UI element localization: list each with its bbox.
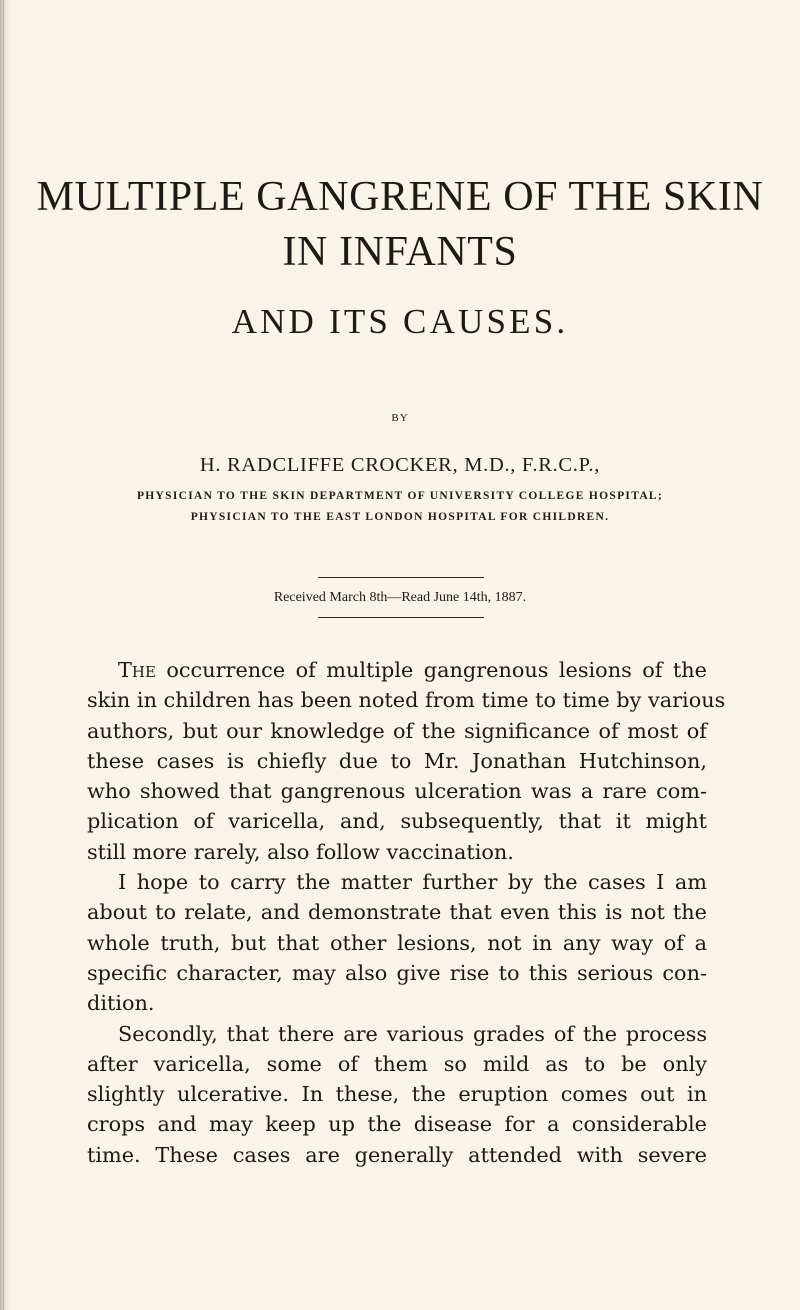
affiliation-1: PHYSICIAN TO THE SKIN DEPARTMENT OF UNIVERSITY COLLEGE HOSPITAL; [136,490,664,502]
body-line: about to relate, and demonstrate that even this is not the [87,900,707,925]
body-line-text: occurrence of multiple gangrenous lesions of the [166,658,707,682]
author-name: H. RADCLIFFE CROCKER, M.D., F.R.C.P., [199,454,601,476]
byline-label: BY [391,412,409,424]
body-line: time. These cases are generally attended with severe [87,1142,707,1167]
subtitle: AND ITS CAUSES. [231,302,569,341]
body-line: I hope to carry the matter further by the cases I am [118,870,707,895]
body-line: after varicella, some of them so mild as to be only [87,1051,707,1076]
affiliation-2: PHYSICIAN TO THE EAST LONDON HOSPITAL FOR CHILDREN. [190,511,610,523]
body-line: whole truth, but that other lesions, not in any way of a [87,930,707,955]
divider-bottom [318,617,484,618]
body-line: who showed that gangrenous ulceration was a rare com- [87,779,707,804]
body-line: Secondly, that there are various grades of the process [118,1021,707,1046]
drop-word: The [118,658,156,682]
body-text [87,655,726,1170]
title-line-1: MULTIPLE GANGRENE OF THE SKIN [36,174,764,220]
body-line: these cases is chiefly due to Mr. Jonathan Hutchinson, [87,748,707,773]
body-line: specific character, may also give rise to this serious con- [87,960,707,985]
title-line-2: IN INFANTS [282,229,518,275]
body-line: authors, but our knowledge of the significance of most of [87,718,707,743]
body-line: skin in children has been noted from time to time by various [87,688,726,713]
received-date: Received March 8th—Read June 14th, 1887. [273,590,527,605]
body-line: still more rarely, also follow vaccination. [87,839,514,864]
body-line: slightly ulcerative. In these, the eruption comes out in [87,1082,707,1107]
body-line: plication of varicella, and, subsequently, that it might [87,809,707,834]
divider-top [318,577,484,578]
body-line [118,655,707,685]
body-line: dition. [87,991,155,1016]
body-line: crops and may keep up the disease for a considerable [87,1112,707,1137]
